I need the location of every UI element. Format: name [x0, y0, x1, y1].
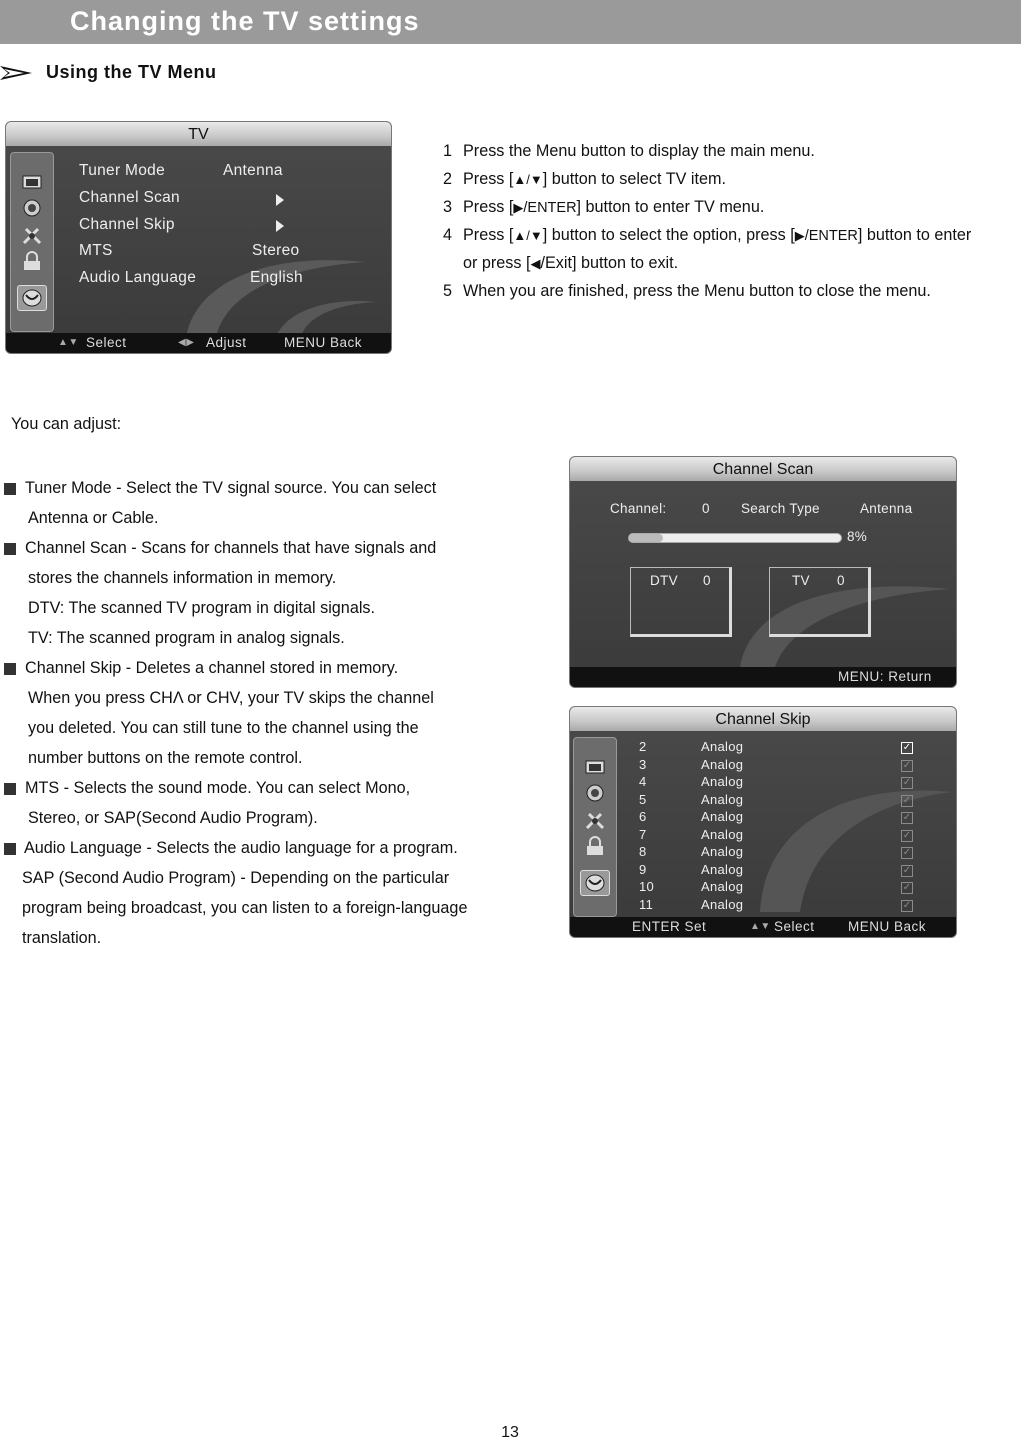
updown-icon: ▲▼ [58, 337, 79, 348]
channel-skip-screen [569, 706, 957, 938]
skip-channel-number[interactable]: 5 [639, 791, 647, 807]
updown-icon: ▲/▼ [513, 172, 543, 187]
updown-icon: ▲▼ [750, 921, 771, 932]
skip-channel-number[interactable]: 4 [639, 774, 647, 789]
skip-checkbox[interactable]: ✓ [902, 847, 912, 858]
skip-checkbox[interactable]: ✓ [902, 742, 912, 753]
page-header [0, 0, 1021, 44]
audio-language-value: English [250, 269, 303, 286]
swirl-decoration [126, 242, 376, 337]
left-icon: ◀ [530, 256, 541, 271]
skip-channel-number[interactable]: 6 [639, 809, 647, 824]
footer-select: Select [774, 919, 815, 934]
channel-scan-title: Channel Scan [570, 457, 956, 481]
body-line: stores the channels information in memory. [28, 569, 337, 587]
skip-checkbox[interactable]: ✓ [902, 794, 912, 806]
bullet-icon [4, 783, 16, 795]
skip-channel-type: Analog [701, 879, 744, 894]
body-line: When you press CHΛ or CHV, your TV skips the channel [28, 689, 434, 707]
page-title: Changing the TV settings [70, 6, 420, 36]
skip-channel-number[interactable]: 11 [639, 896, 654, 912]
intro-text: You can adjust: [11, 415, 122, 433]
lock-icon[interactable] [20, 251, 44, 273]
dtv-value: 0 [703, 573, 711, 588]
leftright-icon: ◀▶ [178, 337, 195, 348]
channel-scan-arrow-icon [276, 194, 284, 206]
channel-skip-arrow-icon [276, 220, 284, 232]
body-line: Channel Skip - Deletes a channel stored in memory. [25, 659, 399, 677]
channel-scan-screen [569, 456, 957, 688]
page-number: 13 [501, 1424, 519, 1441]
footer-adjust: Adjust [206, 335, 247, 350]
skip-channel-type: Analog [701, 774, 744, 789]
tv-menu-title: TV [6, 122, 391, 146]
channel-icon[interactable] [580, 870, 610, 896]
scan-progress-text: 8% [847, 529, 868, 544]
footer-select: Select [86, 335, 127, 350]
channel-skip-footer [570, 917, 956, 937]
footer-return: MENU: Return [838, 669, 932, 684]
step-1: 1 Press the Menu button to display the main menu. [443, 142, 815, 160]
body-line: Channel Scan - Scans for channels that have signals and [25, 539, 437, 557]
skip-checkbox[interactable]: ✓ [902, 882, 912, 893]
bullet-icon [4, 543, 16, 555]
dtv-box [630, 567, 732, 637]
body-line: you deleted. You can still tune to the channel using the [28, 719, 419, 737]
audio-language-label[interactable]: Audio Language [79, 269, 197, 286]
sound-icon[interactable] [20, 197, 44, 219]
search-type-label: Search Type [741, 501, 820, 516]
body-line: SAP (Second Audio Program) - Depending on the particular [22, 869, 450, 887]
tv-label: TV [792, 573, 810, 588]
step-4-cont: or press [◀/Exit] button to exit. [463, 254, 679, 272]
tv-menu-footer [6, 333, 391, 353]
footer-set: ENTER Set [632, 919, 707, 934]
scan-progress-bar [628, 533, 842, 543]
body-line: Tuner Mode - Select the TV signal source. You can select [25, 479, 437, 497]
skip-channel-type: Analog [701, 809, 744, 824]
right-icon: ▶ [513, 200, 524, 215]
skip-icon-bar [573, 737, 617, 917]
body-line: Audio Language - Selects the audio language for a program. [24, 839, 458, 857]
tv-menu-screen [5, 121, 392, 354]
skip-checkbox[interactable]: ✓ [902, 812, 912, 823]
skip-channel-type: Analog [701, 756, 744, 772]
tv-icon[interactable] [583, 756, 607, 778]
body-line: program being broadcast, you can listen to a foreign-language [22, 899, 468, 917]
body-line: DTV: The scanned TV program in digital signals. [28, 599, 376, 617]
skip-channel-type: Analog [701, 844, 744, 859]
swirl-decoration [720, 759, 955, 912]
skip-channel-number[interactable]: 2 [639, 739, 647, 754]
skip-channel-type: Analog [701, 739, 744, 754]
body-line: Stereo, or SAP(Second Audio Program). [28, 809, 318, 827]
tv-value: 0 [837, 573, 845, 588]
step-5: 5 When you are finished, press the Menu button to close the menu. [443, 282, 931, 300]
sound-icon[interactable] [583, 782, 607, 804]
scan-progress-fill [629, 534, 663, 542]
footer-back: MENU Back [848, 919, 927, 934]
skip-checkbox[interactable]: ✓ [902, 864, 912, 876]
channel-scan-footer [570, 667, 956, 687]
skip-channel-number[interactable]: 3 [639, 756, 647, 772]
body-line: number buttons on the remote control. [28, 749, 303, 767]
skip-channel-number[interactable]: 9 [639, 861, 647, 877]
skip-channel-type: Analog [701, 826, 744, 842]
body-line: Antenna or Cable. [28, 509, 159, 527]
updown-icon: ▲/▼ [513, 228, 543, 243]
bullet-icon [4, 663, 16, 675]
skip-checkbox[interactable]: ✓ [902, 829, 912, 841]
channel-label: Channel: [610, 501, 667, 516]
channel-skip-title: Channel Skip [570, 707, 956, 731]
step-4: 4 Press [▲/▼] button to select the option, press [▶/ENTER] button to enter [443, 226, 972, 244]
skip-channel-number[interactable]: 7 [639, 826, 647, 842]
arrow-icon [0, 66, 32, 80]
tuner-mode-value: Antenna [223, 162, 283, 179]
bullet-icon [4, 483, 16, 495]
setup-icon[interactable] [583, 810, 607, 832]
tv-box [769, 567, 871, 637]
step-2: 2 Press [▲/▼] button to select TV item. [443, 170, 726, 188]
tuner-mode-label[interactable]: Tuner Mode [79, 162, 165, 179]
skip-channel-number[interactable]: 10 [639, 879, 655, 894]
skip-channel-type: Analog [701, 861, 744, 877]
body-line: TV: The scanned program in analog signals. [28, 629, 345, 647]
tv-icon[interactable] [20, 171, 44, 193]
skip-channel-number[interactable]: 8 [639, 844, 647, 859]
mts-value: Stereo [252, 242, 300, 259]
skip-channel-type: Analog [701, 791, 744, 807]
body-line: MTS - Selects the sound mode. You can select Mono, [25, 779, 411, 797]
skip-channel-type: Analog [701, 896, 744, 912]
channel-skip-label[interactable]: Channel Skip [79, 216, 175, 233]
dtv-label: DTV [650, 573, 678, 588]
skip-checkbox[interactable]: ✓ [902, 759, 912, 771]
skip-checkbox[interactable]: ✓ [902, 777, 912, 788]
setup-icon[interactable] [20, 225, 44, 247]
channel-value: 0 [702, 501, 710, 516]
search-type-value: Antenna [860, 501, 913, 516]
tv-menu-icon-bar [10, 152, 54, 332]
body-line: translation. [22, 929, 102, 947]
step-3: 3 Press [▶/ENTER] button to enter TV menu. [443, 198, 765, 216]
lock-icon[interactable] [583, 836, 607, 858]
section-title: Using the TV Menu [46, 62, 217, 82]
right-icon: ▶ [794, 228, 805, 243]
footer-back: MENU Back [284, 335, 363, 350]
channel-icon[interactable] [17, 285, 47, 311]
mts-label[interactable]: MTS [79, 242, 113, 259]
bullet-icon [4, 843, 16, 855]
skip-checkbox[interactable]: ✓ [902, 899, 912, 911]
channel-scan-label[interactable]: Channel Scan [79, 189, 180, 206]
